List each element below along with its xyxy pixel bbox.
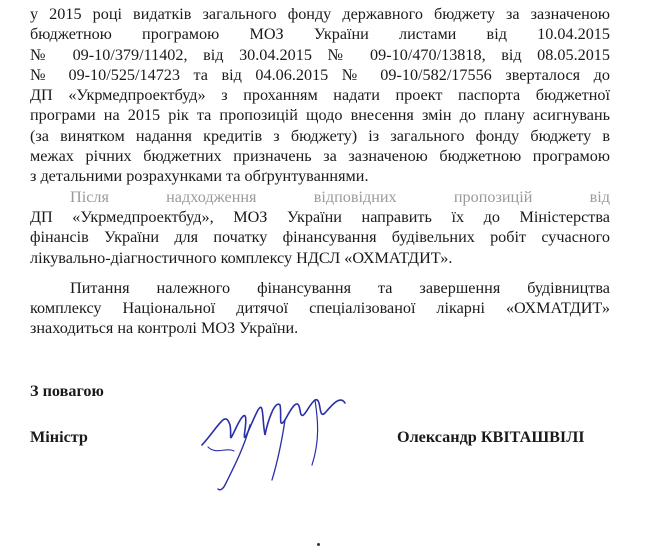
signatory-position: Міністр [30, 428, 88, 446]
closing-regards: З повагою [30, 382, 104, 400]
text-line: з детальними розрахунками та обґрунтуваннями. [30, 167, 369, 186]
paragraph-budget-requests [30, 4, 610, 187]
letter-body [30, 4, 610, 339]
paragraph-control [30, 278, 610, 339]
page-mark [317, 543, 320, 546]
text-line: комплексу Національної дитячої спеціалізованої лікарні «ОХМАТДИТ» [30, 299, 610, 318]
signatory-name: Олександр КВІТАШВІЛІ [397, 428, 585, 446]
text-line: лікувально-діагностичного комплексу НДСЛ «ОХМАТДИТ». [30, 248, 453, 267]
text-line: № 09-10/525/14723 та від 04.06.2015 № 09-10/582/17556 зверталося до [30, 65, 610, 84]
text-line: ДП «Укрмедпроектбуд» з проханням надати проект паспорта бюджетної [30, 86, 610, 105]
text-line: програми на 2015 рік та пропозицій щодо внесення змін до плану асигнувань [30, 106, 610, 125]
text-line: (за винятком надання кредитів з бюджету) із загального фонду бюджету в [30, 126, 610, 145]
text-line: Після надходження відповідних пропозицій від [70, 187, 610, 206]
handwritten-signature-icon [190, 385, 370, 495]
text-line: Питання належного фінансування та завершення будівництва [70, 278, 610, 297]
text-line: бюджетною програмою МОЗ України листами від 10.04.2015 [30, 25, 610, 44]
text-line: фінансів України для початку фінансування будівельних робіт сучасного [30, 228, 610, 247]
text-line: знаходиться на контролі МОЗ України. [30, 319, 299, 338]
text-line: ДП «Укрмедпроектбуд», МОЗ України направить їх до Міністерства [30, 207, 610, 226]
text-line: № 09-10/379/11402, від 30.04.2015 № 09-10/470/13818, від 08.05.2015 [30, 45, 610, 64]
paragraph-next-steps [30, 187, 610, 268]
text-line: у 2015 році видатків загального фонду державного бюджету за зазначеною [30, 5, 610, 23]
text-line: межах річних бюджетних призначень за зазначеною бюджетною програмою [30, 147, 610, 166]
